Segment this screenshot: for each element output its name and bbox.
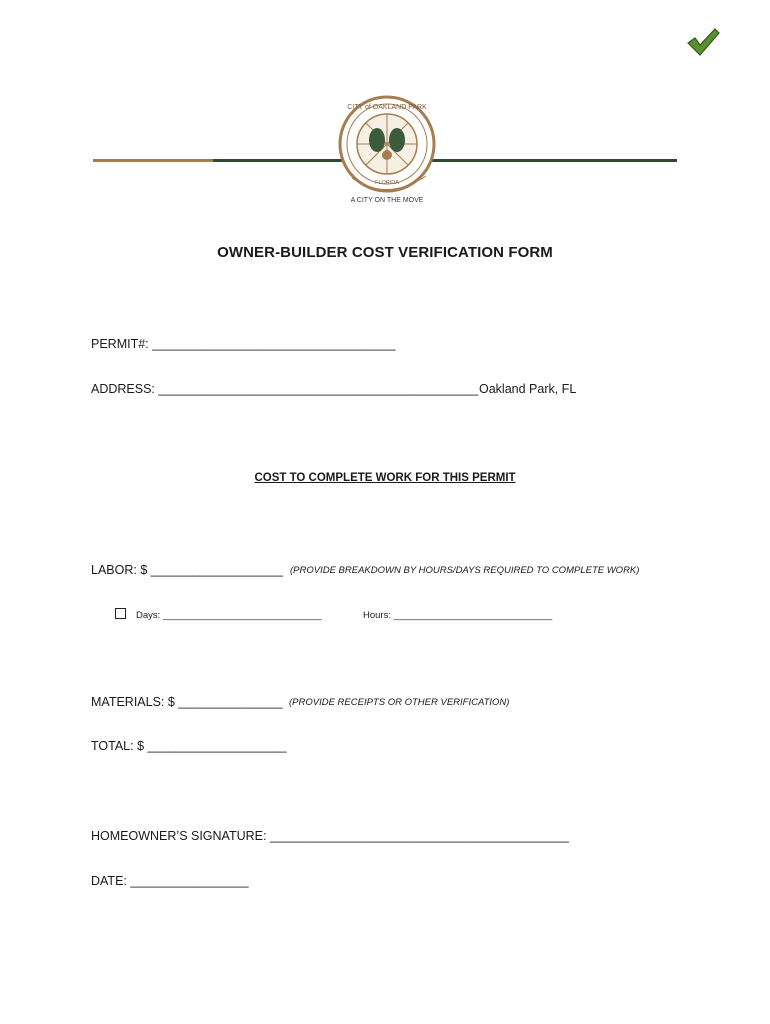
materials-field[interactable]: MATERIALS: $ _______________ (91, 695, 283, 709)
address-field[interactable]: ADDRESS: ______________________________________________ (91, 382, 479, 396)
labor-note: (PROVIDE BREAKDOWN BY HOURS/DAYS REQUIRED TO COMPLETE WORK) (290, 565, 640, 576)
hours-field[interactable]: Hours: ______________________________ (363, 610, 553, 621)
form-title: OWNER-BUILDER COST VERIFICATION FORM (217, 244, 553, 261)
days-field[interactable]: Days: ______________________________ (136, 610, 322, 621)
header-rule-right (213, 159, 677, 162)
signature-field[interactable]: HOMEOWNER’S SIGNATURE: ___________________________________________ (91, 829, 569, 843)
labor-field[interactable]: LABOR: $ ___________________ (91, 563, 283, 577)
materials-note: (PROVIDE RECEIPTS OR OTHER VERIFICATION) (289, 697, 510, 708)
section-title: COST TO COMPLETE WORK FOR THIS PERMIT (254, 472, 516, 484)
date-field[interactable]: DATE: _________________ (91, 874, 249, 888)
seal-text-bottom: FLORIDA (375, 180, 399, 186)
city-seal-logo (330, 92, 444, 206)
days-checkbox[interactable] (115, 608, 126, 619)
permit-field[interactable]: PERMIT#: ___________________________________ (91, 337, 396, 351)
seal-text-top: CITY of OAKLAND PARK (347, 104, 427, 111)
city-motto: A CITY ON THE MOVE (350, 197, 424, 204)
total-field[interactable]: TOTAL: $ ____________________ (91, 739, 287, 753)
checkmark-icon (686, 26, 720, 58)
header-rule-left (93, 159, 213, 162)
address-suffix: Oakland Park, FL (479, 382, 577, 396)
